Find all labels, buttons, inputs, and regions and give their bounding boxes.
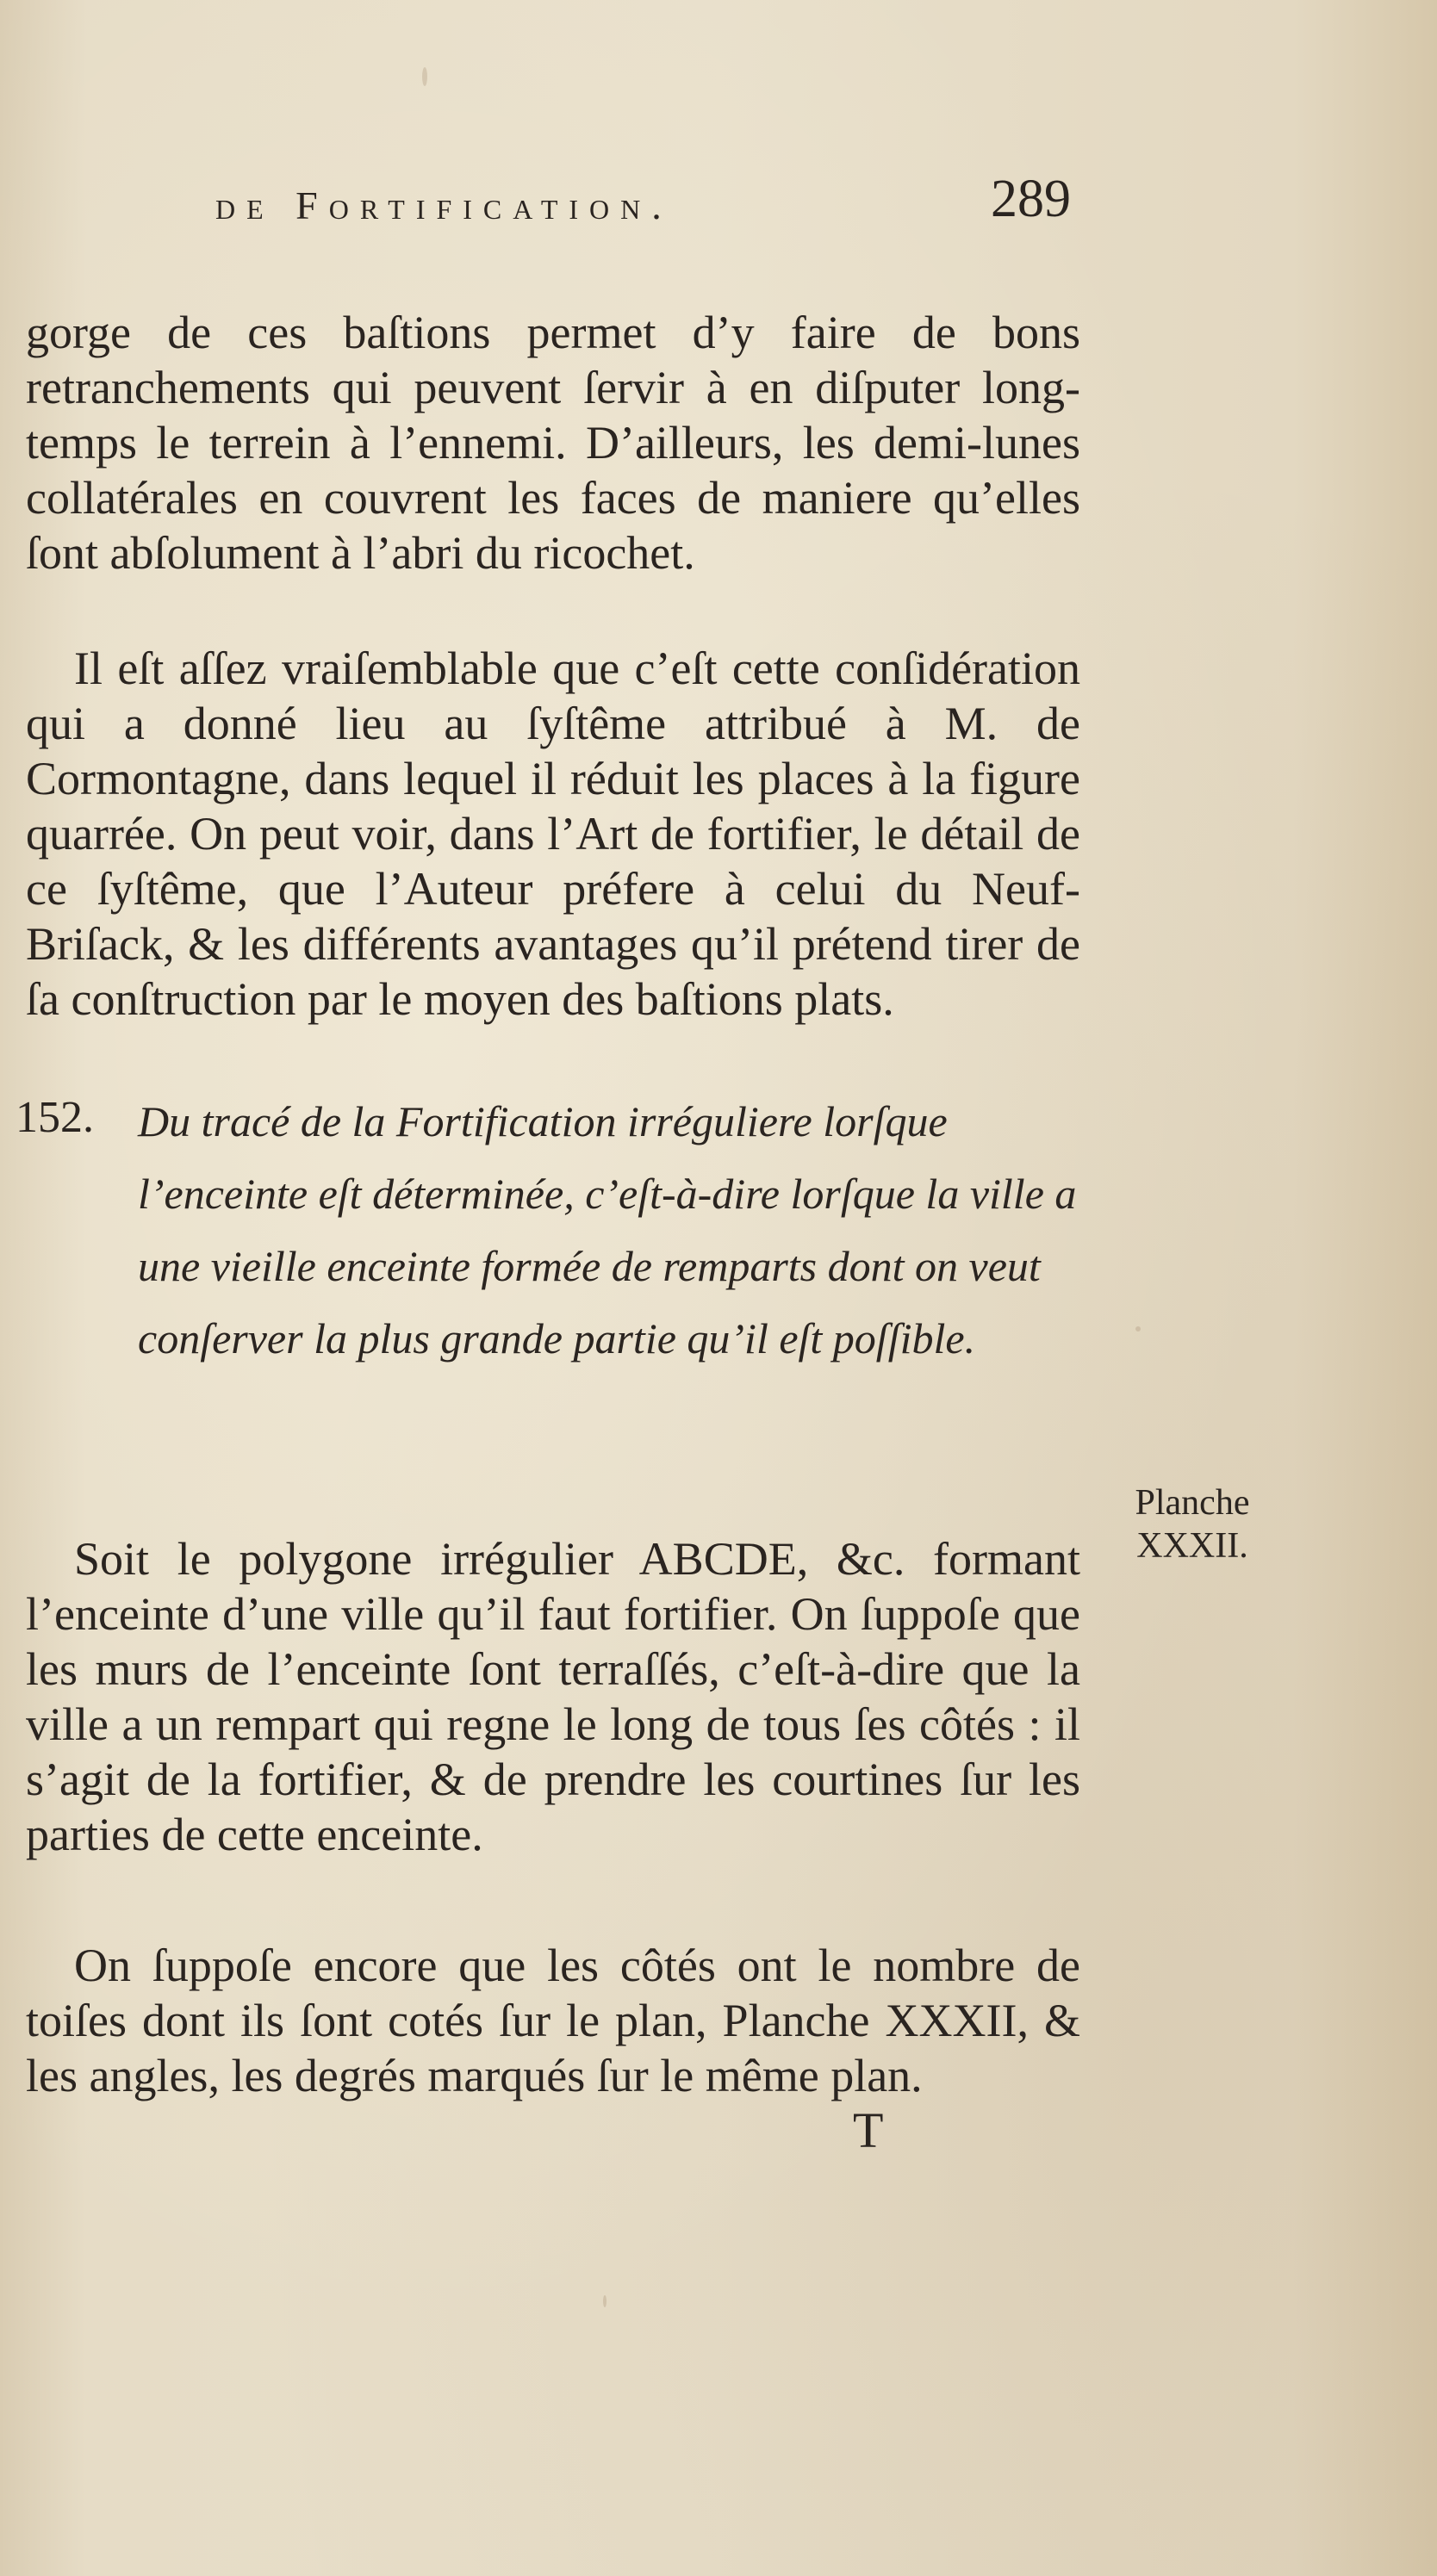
paragraph-toises: On ſuppoſe encore que les côtés ont le nombre de toiſes dont ils ſont cotés ſur le plan, Planche XXXII, & les angles, les degrés marqués ſur le même plan. — [26, 1940, 1080, 2101]
paper-stain — [603, 2295, 607, 2307]
running-title: de Fortification. — [215, 183, 673, 227]
paper-stain — [422, 67, 427, 86]
paragraph-cormontagne: Il eſt aſſez vraiſemblable que c’eſt cette conſidération qui a donné lieu au ſyſtême attribué à M. de Cormontagne, dans lequel il réduit les places à la figure quarrée. On peut voir, dans l’Art de fortifier, le détail de ce ſyſtême, que l’Auteur préfere à celui du Neuf-Briſack, & les différents avantages qu’il prétend tirer de ſa conſtruction par le moyen des baſtions plats. — [26, 642, 1080, 1025]
paragraph-polygone: Soit le polygone irrégulier ABCDE, &c. formant l’enceinte d’une ville qu’il faut fortifier. On ſuppoſe que les murs de l’enceinte ſont terraſſés, c’eſt-à-dire que la ville a un rempart qui regne le long de tous ſes côtés : il s’agit de la fortifier, & de prendre les courtines ſur les parties de cette enceinte. — [26, 1533, 1080, 1860]
margin-note — [1106, 1481, 1278, 1567]
margin-note-line1: Planche — [1135, 1483, 1250, 1523]
page-number: 289 — [991, 170, 1071, 228]
paper-stain — [1135, 1326, 1141, 1331]
section-title: Du tracé de la Fortification irréguliere lorſque l’enceinte eſt déterminée, c’eſt-à-dire lorſque la ville a une vieille enceinte formée de remparts dont on veut conſerver la plus grande partie qu’il eſt poſſible. — [138, 1097, 1077, 1362]
signature-mark: T — [853, 2102, 884, 2158]
margin-note-line2: XXXII. — [1136, 1526, 1248, 1566]
paragraph-continuation: gorge de ces baſtions permet d’y faire de bons retranchements qui peuvent ſervir à en diſputer long-temps le terrein à l’ennemi. D’ailleurs, les demi-lunes collatérales en couvrent les faces de maniere qu’elles ſont abſolument à l’abri du ricochet. — [26, 307, 1080, 579]
section-number: 152. — [16, 1093, 94, 1142]
